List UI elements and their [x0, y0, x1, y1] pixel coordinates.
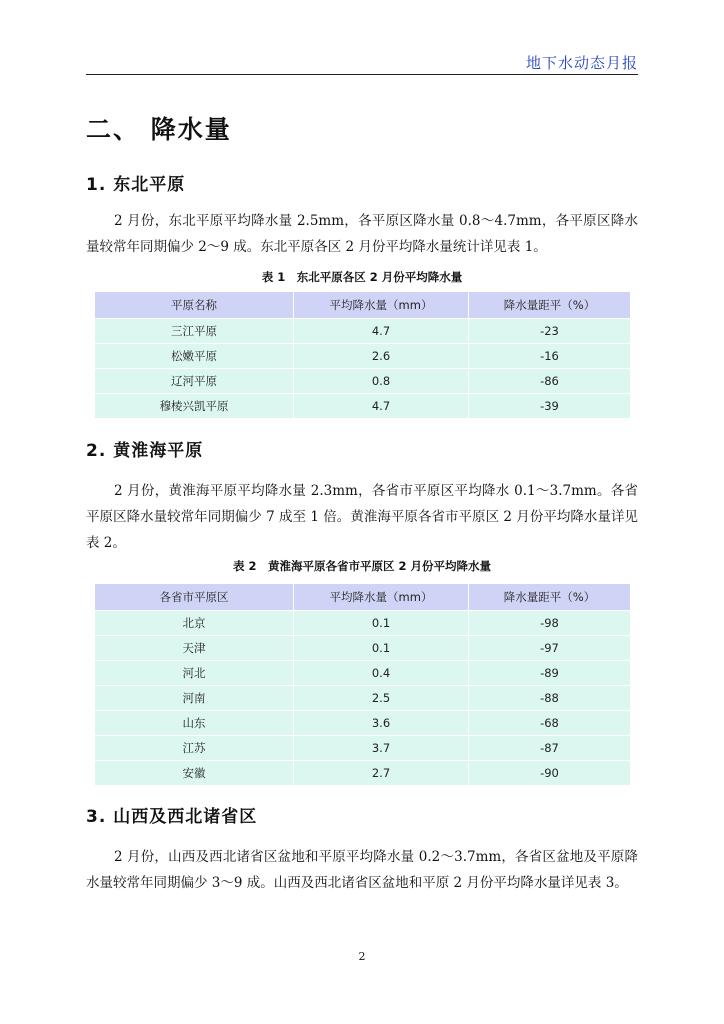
- subsection-title-northwest: 3. 山西及西北诸省区: [86, 807, 258, 827]
- table-cell: -86: [469, 369, 631, 394]
- column-header: 降水量距平（%）: [469, 584, 631, 611]
- column-header: 平均降水量（mm）: [294, 292, 469, 319]
- table-cell: 2.6: [294, 344, 469, 369]
- table-cell: 0.8: [294, 369, 469, 394]
- table-cell: 辽河平原: [95, 369, 294, 394]
- table-cell: 0.4: [294, 661, 469, 686]
- table-cell: -23: [469, 319, 631, 344]
- table-row: [95, 686, 630, 711]
- page-number: 2: [358, 950, 366, 963]
- table-row: [95, 319, 630, 344]
- column-header: 降水量距平（%）: [469, 292, 631, 319]
- report-title: 地下水动态月报: [525, 54, 638, 72]
- column-header: 平原名称: [95, 292, 294, 319]
- table-cell: 三江平原: [95, 319, 294, 344]
- table-2: [95, 584, 630, 785]
- table-cell: 0.1: [294, 636, 469, 661]
- table-cell: 天津: [95, 636, 294, 661]
- table-row: [95, 711, 630, 736]
- table-row: [95, 369, 630, 394]
- table-cell: -16: [469, 344, 631, 369]
- table-cell: 江苏: [95, 736, 294, 761]
- table-1: [95, 292, 630, 418]
- table-1-caption: 表 1 东北平原各区 2 月份平均降水量: [261, 270, 463, 284]
- table-cell: 安徽: [95, 761, 294, 786]
- subsection-title-northeast: 1. 东北平原: [86, 175, 186, 195]
- paragraph-northwest: 2 月份，山西及西北诸省区盆地和平原平均降水量 0.2～3.7mm，各省区盆地及平原降水量较常年同期偏少 3～9 成。山西及西北诸省区盆地和平原 2 月份平均降水量详见表 3。: [86, 849, 638, 891]
- table-cell: -98: [469, 611, 631, 636]
- table-row: [95, 761, 630, 786]
- header-divider: [86, 74, 638, 75]
- table-cell: 4.7: [294, 319, 469, 344]
- table-cell: 4.7: [294, 394, 469, 419]
- section-title: 二、 降水量: [86, 115, 232, 144]
- table-cell: -87: [469, 736, 631, 761]
- table-cell: -68: [469, 711, 631, 736]
- table-cell: 3.7: [294, 736, 469, 761]
- column-header: 平均降水量（mm）: [294, 584, 469, 611]
- table-cell: 河南: [95, 686, 294, 711]
- table-row: [95, 344, 630, 369]
- table-cell: 穆棱兴凯平原: [95, 394, 294, 419]
- table-cell: -97: [469, 636, 631, 661]
- table-header-row: [95, 292, 630, 319]
- table-cell: 河北: [95, 661, 294, 686]
- table-cell: 山东: [95, 711, 294, 736]
- table-2-caption: 表 2 黄淮海平原各省市平原区 2 月份平均降水量: [232, 559, 491, 573]
- table-cell: -89: [469, 661, 631, 686]
- table-cell: 松嫩平原: [95, 344, 294, 369]
- table-row: [95, 394, 630, 419]
- table-row: [95, 636, 630, 661]
- table-header-row: [95, 584, 630, 611]
- paragraph-northeast: 2 月份，东北平原平均降水量 2.5mm，各平原区降水量 0.8～4.7mm，各平原区降水量较常年同期偏少 2～9 成。东北平原各区 2 月份平均降水量统计详见表 1。: [86, 213, 638, 255]
- table-cell: -90: [469, 761, 631, 786]
- table-row: [95, 611, 630, 636]
- table-cell: 3.6: [294, 711, 469, 736]
- table-cell: 2.7: [294, 761, 469, 786]
- table-cell: 0.1: [294, 611, 469, 636]
- table-cell: -39: [469, 394, 631, 419]
- subsection-title-huanghuaihai: 2. 黄淮海平原: [86, 441, 204, 461]
- table-cell: 北京: [95, 611, 294, 636]
- paragraph-huanghuaihai: 2 月份，黄淮海平原平均降水量 2.3mm，各省市平原区平均降水 0.1～3.7mm。各省平原区降水量较常年同期偏少 7 成至 1 倍。黄淮海平原各省市平原区 2 月份平均降水量详见表 2。: [86, 483, 638, 551]
- table-cell: 2.5: [294, 686, 469, 711]
- table-row: [95, 661, 630, 686]
- table-row: [95, 736, 630, 761]
- table-cell: -88: [469, 686, 631, 711]
- column-header: 各省市平原区: [95, 584, 294, 611]
